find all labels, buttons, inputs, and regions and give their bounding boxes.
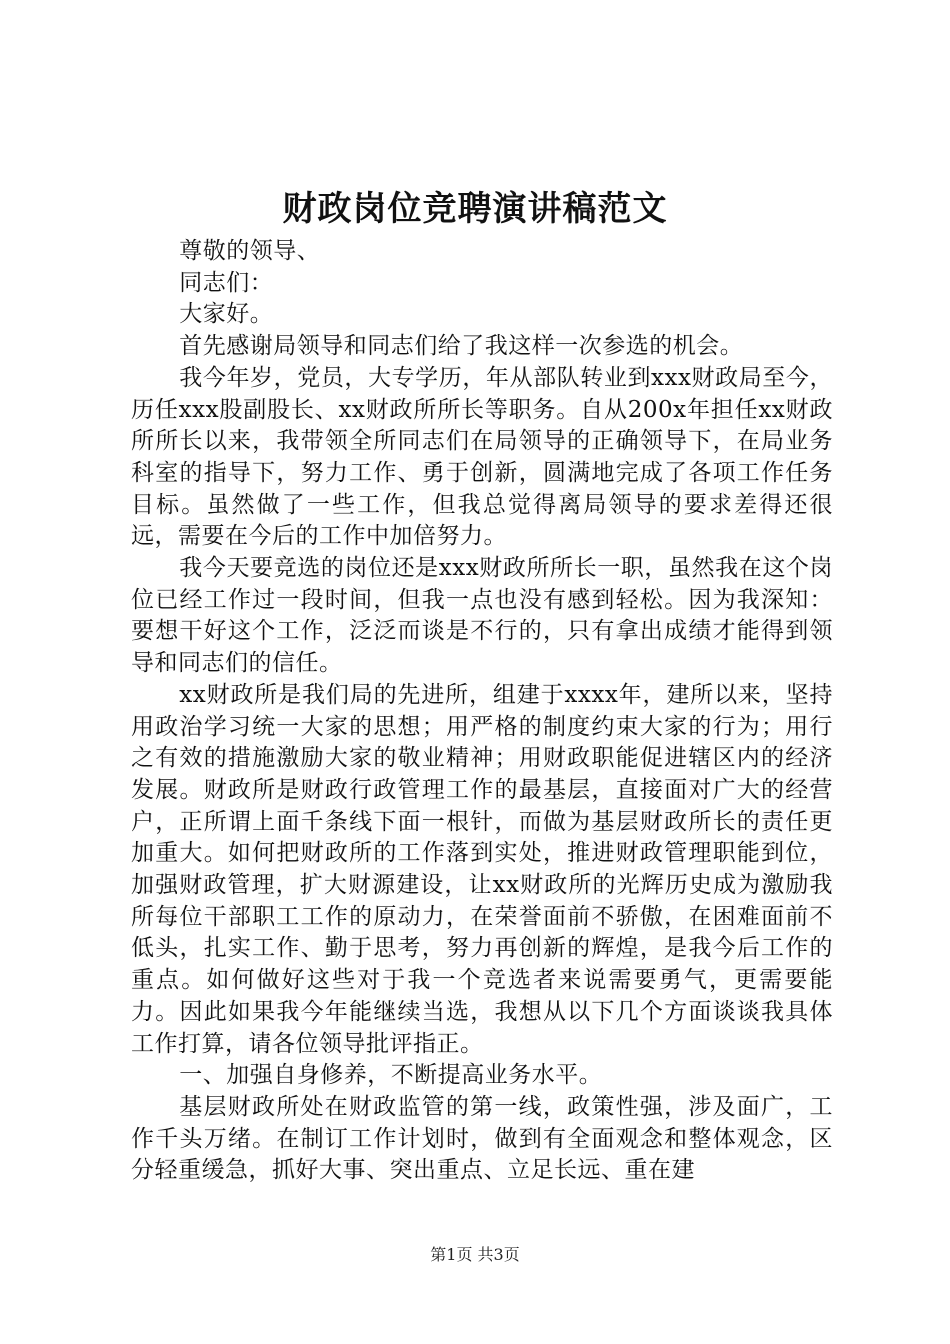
salutation-line-1: 尊敬的领导、 bbox=[179, 238, 321, 264]
paragraph-office-background: xx财政所是我们局的先进所，组建于xxxx年，建所以来，坚持用政治学习统一大家的思想；用严格的制度约束大家的行为；用行之有效的措施激励大家的敬业精神；用财政职能促进辖区内的经济发展。财政所是财政行政管理工作的最基层，直接面对广大的经营户，正所谓上面千条线下面一根针，而做为基层财政所长的责任更加重大。如何把财政所的工作落到实处，推进财政管理职能到位，加强财政管理，扩大财源建设，让xx财政所的光辉历史成为激励我所每位干部职工工作的原动力，在荣誉面前不骄傲，在困难面前不低头，扎实工作、勤于思考，努力再创新的辉煌，是我今后工作的重点。如何做好这些对于我一个竞选者来说需要勇气，更需要能力。因此如果我今年能继续当选，我想从以下几个方面谈谈我具体工作打算，请各位领导批评指正。 bbox=[131, 681, 833, 1057]
paragraph-section-1: 基层财政所处在财政监管的第一线，政策性强，涉及面广，工作千头万绪。在制订工作计划时，做到有全面观念和整体观念，区分轻重缓急，抓好大事、突出重点、立足长远、重在建 bbox=[131, 1093, 833, 1184]
paragraph-self-introduction: 我今年岁，党员，大专学历，年从部队转业到xxx财政局至今，历任xxx股副股长、xx财政所所长等职务。自从200x年担任xx财政所所长以来，我带领全所同志们在局领导的正确领导下，在局业务科室的指导下，努力工作、勇于创新，圆满地完成了各项工作任务目标。虽然做了一些工作，但我总觉得离局领导的要求差得还很远，需要在今后的工作中加倍努力。 bbox=[131, 364, 833, 550]
document-title: 财政岗位竞聘演讲稿范文 bbox=[282, 189, 668, 229]
page-number: 第1页 共3页 bbox=[430, 1245, 520, 1264]
paragraph-thanks: 首先感谢局领导和同志们给了我这样一次参选的机会。 bbox=[179, 333, 744, 360]
paragraph-position: 我今天要竞选的岗位还是xxx财政所所长一职，虽然我在这个岗位已经工作过一段时间，但我一点也没有感到轻松。因为我深知：要想干好这个工作，泛泛而谈是不行的，只有拿出成绩才能得到领导和同志们的信任。 bbox=[131, 555, 833, 677]
salutation-line-2: 同志们： bbox=[179, 269, 274, 296]
section-heading-1: 一、加强自身修养，不断提高业务水平。 bbox=[179, 1062, 603, 1089]
greeting: 大家好。 bbox=[179, 301, 274, 328]
document-body bbox=[131, 236, 833, 1187]
